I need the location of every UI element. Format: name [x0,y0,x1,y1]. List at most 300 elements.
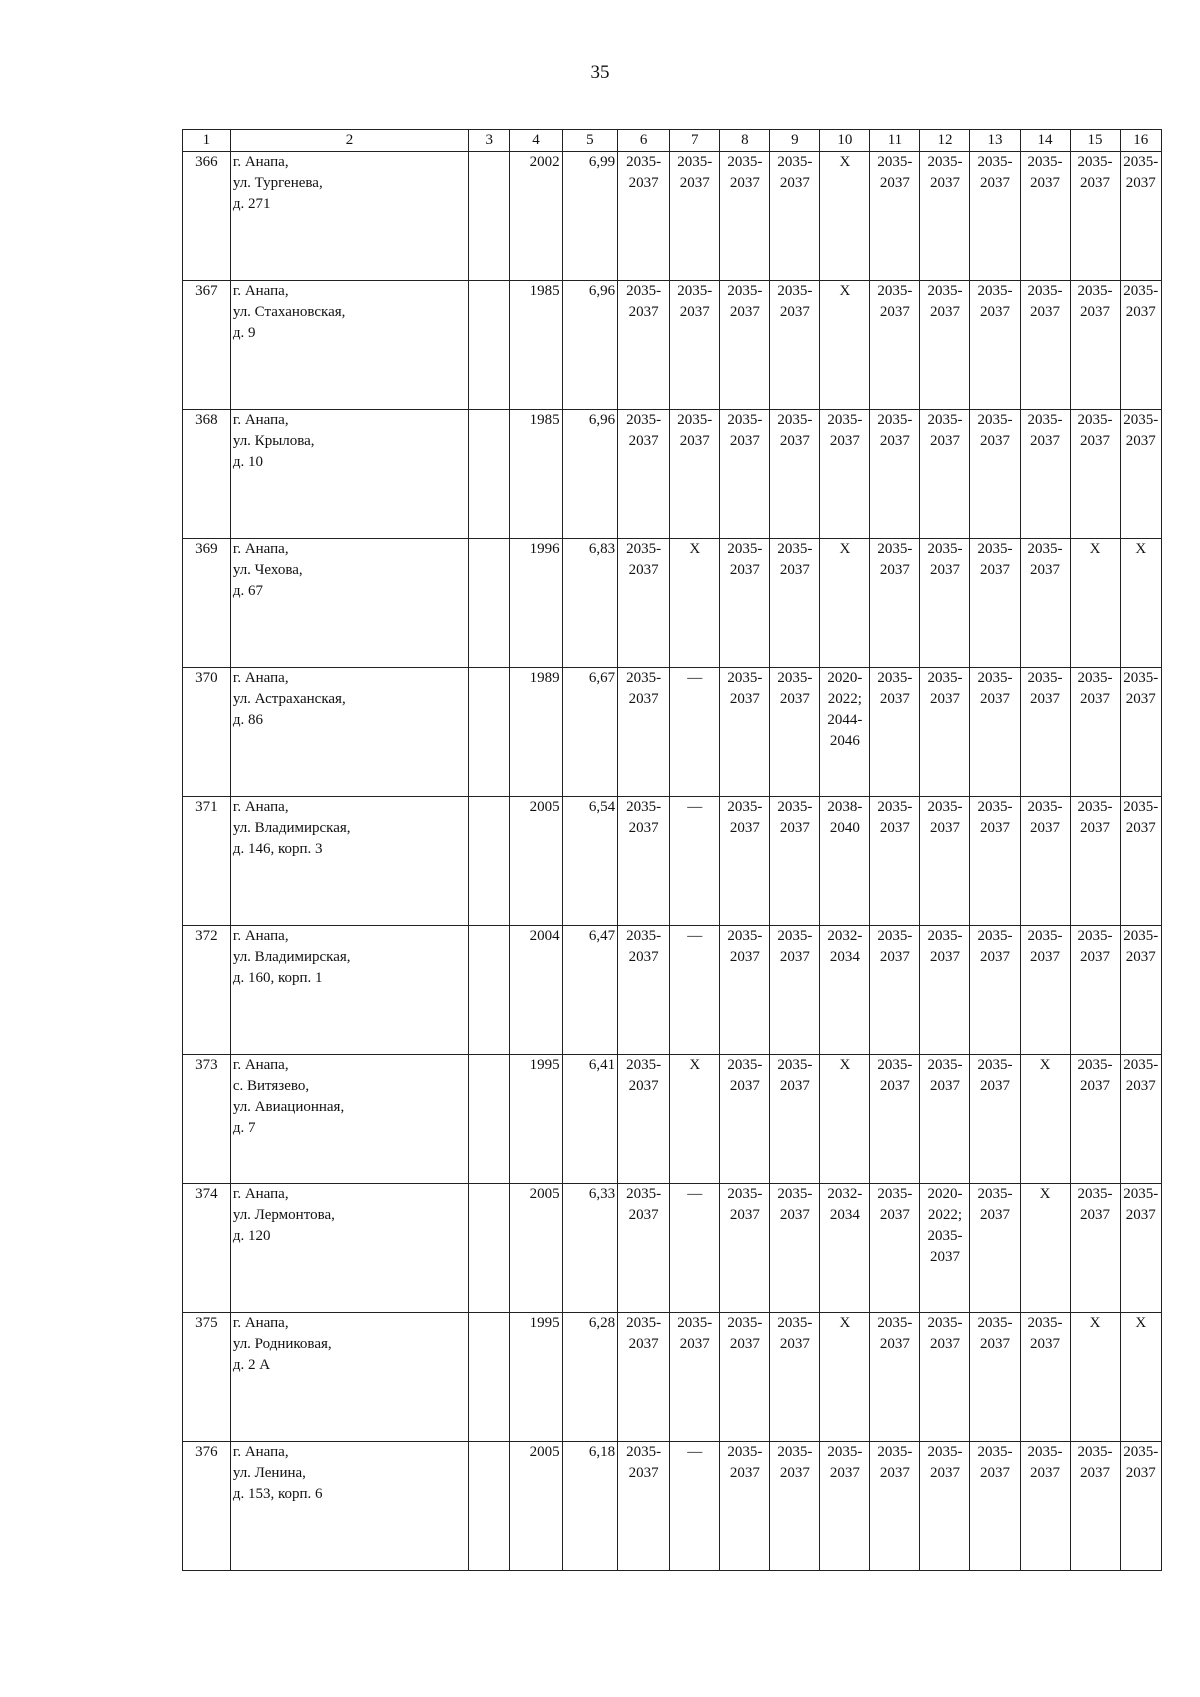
period-cell [720,281,770,410]
period-line: 2037 [1030,433,1061,449]
year-cell: 2005 [510,1184,562,1313]
column-header: 6 [618,130,670,152]
row-number: 368 [183,410,231,539]
period-line: 2037 [1080,433,1111,449]
value-cell: 6,96 [562,281,617,410]
period-cell [820,1055,870,1184]
period-line: 2037 [979,691,1010,707]
period-line: 2037 [1125,1465,1156,1481]
period-line: 2037 [879,691,910,707]
period-cell [670,668,720,797]
period-line: 2035- [777,283,813,299]
period-line: X [839,541,851,557]
period-line: 2037 [929,691,960,707]
period-line: 2034 [829,1207,860,1223]
period-line: 2037 [1030,304,1061,320]
period-line: 2035- [877,1186,913,1202]
period-cell [870,1055,920,1184]
period-cell [720,668,770,797]
period-cell [618,539,670,668]
period-line: 2035- [626,412,662,428]
period-line: 2037 [879,1078,910,1094]
period-cell [820,410,870,539]
period-line: X [1089,541,1101,557]
period-line: 2035- [777,670,813,686]
period-cell [1120,926,1161,1055]
period-line: 2037 [1030,175,1061,191]
period-cell [870,539,920,668]
period-line: 2037 [829,1465,860,1481]
period-line: 2037 [679,175,710,191]
period-line: 2035- [977,154,1013,170]
period-cell [970,152,1020,281]
address-line: ул. Ленина, [232,1465,306,1481]
period-cell [670,539,720,668]
year-cell: 2004 [510,926,562,1055]
period-line: 2035- [677,1315,713,1331]
address-line: д. 146, корп. 3 [232,841,323,857]
period-line: 2035- [977,412,1013,428]
period-line: 2035- [877,412,913,428]
column-header: 4 [510,130,562,152]
period-line: 2035- [777,799,813,815]
period-line: 2037 [929,175,960,191]
period-cell [920,539,970,668]
period-cell [1070,410,1120,539]
row-number: 375 [183,1313,231,1442]
period-cell [670,152,720,281]
period-cell [1070,797,1120,926]
value-cell: 6,33 [562,1184,617,1313]
column-3-cell [469,1442,510,1571]
period-line: X [1089,1315,1101,1331]
period-line: 2035- [626,1057,662,1073]
period-cell [870,281,920,410]
column-header: 9 [770,130,820,152]
period-line: 2037 [729,949,760,965]
period-line: X [839,283,851,299]
address-line: д. 10 [232,454,263,470]
period-cell [870,1313,920,1442]
period-cell [870,668,920,797]
period-cell [820,797,870,926]
period-cell [1020,926,1070,1055]
column-header: 7 [670,130,720,152]
period-cell [1020,1313,1070,1442]
column-3-cell [469,281,510,410]
period-cell [1070,281,1120,410]
period-line: 2035- [1027,799,1063,815]
period-line: 2035- [626,1315,662,1331]
period-line: 2044- [827,712,863,728]
period-cell [670,797,720,926]
column-3-cell [469,539,510,668]
period-cell [970,668,1020,797]
address-line: г. Анапа, [232,1057,289,1073]
period-cell [820,668,870,797]
period-line: 2037 [1125,1207,1156,1223]
column-3-cell [469,1055,510,1184]
period-line: 2037 [729,1465,760,1481]
address-line: г. Анапа, [232,928,289,944]
address-cell [230,797,468,926]
period-line: 2035- [626,928,662,944]
address-line: г. Анапа, [232,283,289,299]
period-line: 2037 [779,175,810,191]
period-cell [1070,926,1120,1055]
period-line: X [839,1315,851,1331]
period-cell [1120,668,1161,797]
address-line: ул. Астраханская, [232,691,346,707]
period-cell [1020,410,1070,539]
period-cell [1020,281,1070,410]
address-cell [230,410,468,539]
period-line: 2037 [1125,175,1156,191]
period-cell [1070,1442,1120,1571]
period-cell [770,410,820,539]
period-line: X [1039,1186,1051,1202]
year-cell: 1989 [510,668,562,797]
period-cell [720,410,770,539]
row-number: 374 [183,1184,231,1313]
period-cell [618,1184,670,1313]
period-cell [670,1313,720,1442]
address-cell [230,1055,468,1184]
period-line: 2035- [927,412,963,428]
period-line: 2035- [777,1057,813,1073]
period-cell [1120,1442,1161,1571]
period-line: 2035- [927,1228,963,1244]
period-cell [970,410,1020,539]
period-line: 2035- [626,1444,662,1460]
period-line: 2037 [1080,1465,1111,1481]
year-cell: 2005 [510,797,562,926]
period-line: 2037 [929,1336,960,1352]
address-line: ул. Лермонтова, [232,1207,335,1223]
period-cell [970,797,1020,926]
period-cell [1020,797,1070,926]
period-line: 2035- [626,283,662,299]
period-line: X [1135,541,1147,557]
period-cell [1120,539,1161,668]
period-line: 2035- [927,154,963,170]
period-line: 2037 [628,1078,659,1094]
period-line: 2035- [1077,154,1113,170]
address-cell [230,1313,468,1442]
period-line: 2037 [1080,1078,1111,1094]
period-cell [770,668,820,797]
period-line: 2035- [877,928,913,944]
period-line: 2035- [626,670,662,686]
table-row [183,410,1162,539]
period-line: 2035- [927,1315,963,1331]
period-cell [970,281,1020,410]
address-line: д. 9 [232,325,256,341]
period-cell [618,668,670,797]
period-line: 2037 [679,304,710,320]
year-cell: 1995 [510,1313,562,1442]
period-line: 2037 [729,562,760,578]
table-row [183,281,1162,410]
period-cell [618,926,670,1055]
period-cell [720,1184,770,1313]
period-line: 2037 [979,820,1010,836]
period-line: 2037 [879,304,910,320]
period-line: 2037 [628,820,659,836]
address-line: с. Витязево, [232,1078,310,1094]
period-line: 2035- [626,799,662,815]
period-cell [1120,1055,1161,1184]
period-line: 2035- [977,670,1013,686]
period-cell [1070,1184,1120,1313]
column-header: 14 [1020,130,1070,152]
period-line: 2037 [628,1465,659,1481]
period-cell [820,281,870,410]
period-line: 2037 [1080,691,1111,707]
year-cell: 1985 [510,410,562,539]
column-header: 13 [970,130,1020,152]
period-line: 2035- [1027,1315,1063,1331]
period-line: 2035- [727,1315,763,1331]
period-line: 2035- [727,412,763,428]
period-line: 2040 [829,820,860,836]
address-line: г. Анапа, [232,412,289,428]
period-line: 2035- [977,1444,1013,1460]
period-cell [618,281,670,410]
period-cell [770,1055,820,1184]
period-cell [618,1055,670,1184]
period-cell [1020,1055,1070,1184]
address-line: ул. Чехова, [232,562,303,578]
row-number: 367 [183,281,231,410]
address-line: г. Анапа, [232,541,289,557]
column-header: 8 [720,130,770,152]
period-cell [720,926,770,1055]
period-line: 2037 [1030,1465,1061,1481]
period-cell [920,1442,970,1571]
period-cell [670,1055,720,1184]
period-line: 2032- [827,1186,863,1202]
period-line: 2037 [729,691,760,707]
period-line: 2035- [1077,283,1113,299]
period-cell [1120,1313,1161,1442]
period-line: 2037 [979,433,1010,449]
period-cell [770,1313,820,1442]
period-line: 2035- [877,283,913,299]
period-line: — [687,799,703,815]
period-line: 2037 [1080,1207,1111,1223]
column-header: 3 [469,130,510,152]
period-line: 2035- [927,541,963,557]
period-line: 2037 [729,1078,760,1094]
period-line: 2035- [727,670,763,686]
value-cell: 6,83 [562,539,617,668]
period-line: X [839,1057,851,1073]
period-line: 2035- [927,928,963,944]
address-line: д. 160, корп. 1 [232,970,323,986]
period-line: 2035- [877,1444,913,1460]
period-line: 2037 [628,562,659,578]
period-line: 2037 [979,1465,1010,1481]
period-line: 2035- [877,154,913,170]
period-line: 2035- [727,1057,763,1073]
period-line: X [689,541,701,557]
period-line: 2035- [1027,928,1063,944]
period-line: 2035- [727,1444,763,1460]
period-line: 2035- [777,928,813,944]
period-line: 2037 [779,820,810,836]
period-line: 2037 [1030,820,1061,836]
period-line: 2037 [879,949,910,965]
period-line: 2032- [827,928,863,944]
header-row [183,130,1162,152]
period-line: 2035- [1077,1186,1113,1202]
period-line: 2037 [979,949,1010,965]
period-line: 2035- [1027,670,1063,686]
period-line: 2035- [727,1186,763,1202]
period-cell [1120,1184,1161,1313]
period-cell [1020,152,1070,281]
period-line: 2037 [628,304,659,320]
period-cell [670,926,720,1055]
period-cell [970,1442,1020,1571]
column-header: 5 [562,130,617,152]
address-cell [230,1184,468,1313]
period-line: — [687,1444,703,1460]
period-cell [820,926,870,1055]
period-line: 2037 [679,433,710,449]
period-line: 2037 [979,1336,1010,1352]
table-row [183,668,1162,797]
address-line: г. Анапа, [232,154,289,170]
period-cell [670,410,720,539]
row-number: 372 [183,926,231,1055]
period-line: X [1135,1315,1147,1331]
period-line: 2035- [927,1444,963,1460]
period-line: 2037 [1030,949,1061,965]
period-cell [870,1442,920,1571]
period-cell [970,1184,1020,1313]
period-line: 2037 [879,1207,910,1223]
period-line: 2035- [1123,154,1159,170]
table-row [183,926,1162,1055]
column-header: 11 [870,130,920,152]
period-line: 2035- [677,154,713,170]
period-line: 2037 [929,304,960,320]
period-cell [770,926,820,1055]
period-cell [920,926,970,1055]
table-row [183,797,1162,926]
address-line: г. Анапа, [232,1315,289,1331]
period-cell [618,1313,670,1442]
period-cell [1020,668,1070,797]
period-line: 2037 [779,1465,810,1481]
period-line: 2037 [1125,433,1156,449]
address-line: ул. Крылова, [232,433,315,449]
period-cell [970,1055,1020,1184]
period-line: 2035- [727,154,763,170]
period-line: 2022; [827,691,862,707]
period-line: 2037 [628,175,659,191]
period-line: 2035- [1077,928,1113,944]
period-line: 2035- [977,283,1013,299]
period-line: 2035- [777,1186,813,1202]
period-cell [720,1055,770,1184]
address-line: д. 271 [232,196,271,212]
period-line: 2035- [626,541,662,557]
address-line: ул. Авиационная, [232,1099,345,1115]
table-row [183,1184,1162,1313]
period-line: 2037 [779,691,810,707]
period-line: 2037 [879,1336,910,1352]
address-line: д. 67 [232,583,263,599]
period-line: 2037 [779,304,810,320]
period-line: 2037 [929,562,960,578]
period-cell [820,539,870,668]
table-row [183,1313,1162,1442]
period-line: 2022; [927,1207,963,1223]
period-line: 2035- [677,283,713,299]
column-header: 16 [1120,130,1161,152]
period-line: 2037 [729,433,760,449]
period-line: 2046 [829,733,860,749]
period-line: 2037 [879,175,910,191]
period-line: 2037 [1030,691,1061,707]
period-line: 2035- [977,1315,1013,1331]
address-line: г. Анапа, [232,1444,289,1460]
period-line: 2035- [727,541,763,557]
period-line: 2037 [779,1207,810,1223]
period-line: 2035- [1123,1057,1159,1073]
period-cell [1070,668,1120,797]
table-body [183,152,1162,1571]
address-cell [230,1442,468,1571]
period-cell [1120,281,1161,410]
period-cell [1070,539,1120,668]
period-line: 2035- [927,1057,963,1073]
period-cell [920,668,970,797]
table-row [183,539,1162,668]
period-line: 2037 [1080,175,1111,191]
address-line: д. 120 [232,1228,271,1244]
address-cell [230,152,468,281]
period-line: 2037 [929,1249,960,1265]
period-line: 2035- [977,928,1013,944]
row-number: 366 [183,152,231,281]
period-line: 2037 [829,433,860,449]
period-cell [720,797,770,926]
period-line: 2035- [877,541,913,557]
period-line: 2037 [1080,304,1111,320]
address-line: ул. Стахановская, [232,304,346,320]
period-line: 2037 [729,1336,760,1352]
period-line: 2037 [1125,949,1156,965]
period-cell [920,797,970,926]
period-line: 2037 [628,949,659,965]
period-line: 2035- [977,799,1013,815]
value-cell: 6,54 [562,797,617,926]
period-cell [870,926,920,1055]
period-line: 2035- [1123,412,1159,428]
period-line: 2035- [1077,1057,1113,1073]
column-header: 2 [230,130,468,152]
period-cell [770,539,820,668]
period-cell [820,1184,870,1313]
period-cell [720,539,770,668]
period-line: 2037 [1125,691,1156,707]
period-line: 2020- [927,1186,963,1202]
period-line: 2037 [729,820,760,836]
